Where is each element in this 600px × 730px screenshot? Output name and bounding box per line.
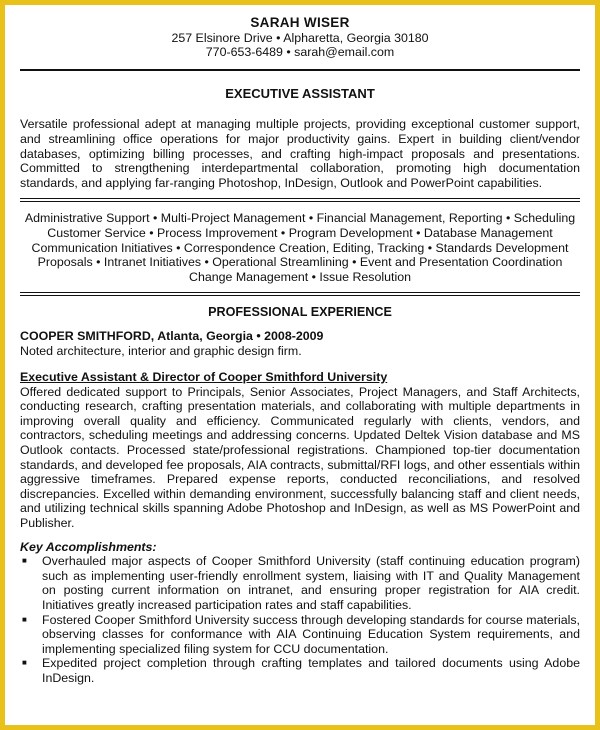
resume-document [20,10,580,686]
square-bullet-icon: ■ [22,614,27,624]
experience-heading: PROFESSIONAL EXPERIENCE [208,305,392,320]
header-divider [20,69,580,71]
list-item [20,613,580,657]
accomplishments-heading: Key Accomplishments: [20,539,157,554]
accomplishment-text: Fostered Cooper Smithford University success through developing standards for course materials, observing classes for conformance with AIA Continuing Education System requirements, and implementing specialized filing system for CCU documentation. [42,612,580,656]
role-title: Executive Assistant & Director of Cooper Smithford University [20,370,388,385]
skills-line: Administrative Support • Multi-Project Management • Financial Management, Reporting • Scheduling [24,211,576,226]
role-description: Offered dedicated support to Principals, Senior Associates, Project Managers, and Staff Architects, conducting research, crafting presentation materials, and collaborating with multiple departments in improving overall quality and efficiency. Communicated regularly with clients, vendors, and contractors, scheduling meetings and addressing concerns. Updated Deltek Vision database and MS Outlook contacts. Processed state/professional registrations. Championed top-tier documentation standards, and developed fee proposals, AIA contracts, submittal/RFI logs, and other essentials within aggressive timeframes. Prepared expense reports, conducted reconciliations, and resolved discrepancies. Excelled within demanding environment, successfully balancing staff and client needs, and utilizing technical skills spanning Adobe Photoshop and InDesign, as well as MS PowerPoint and Publisher. [20,384,580,531]
candidate-name: SARAH WISER [250,15,350,30]
summary-paragraph: Versatile professional adept at managing multiple projects, providing exceptional customer support, and streamlining office operations for major productivity gains. Expert in building client/vendor databases, optimizing billing processes, and crafting high-impact proposals and presentations. Committed to strengthening interdepartmental collaboration, promoting high documentation standards, and applying far-ranging Photoshop, InDesign, Outlook and PowerPoint capabilities. [20,117,580,190]
skills-block [20,211,580,284]
accomplishments-list [20,554,580,685]
accomplishment-text: Expedited project completion through crafting templates and tailored documents using Adobe InDesign. [42,656,580,685]
list-item [20,656,580,685]
square-bullet-icon: ■ [22,658,27,668]
address-line: 257 Elsinore Drive • Alpharetta, Georgia 30180 [171,30,429,45]
job-title: EXECUTIVE ASSISTANT [225,85,375,101]
company-line: COOPER SMITHFORD, Atlanta, Georgia • 2008-2009 [20,328,324,343]
skills-divider [20,292,580,296]
skills-line: Proposals • Intranet Initiatives • Operational Streamlining • Event and Presentation Coordination [37,255,563,270]
square-bullet-icon: ■ [22,556,27,566]
skills-line: Communication Initiatives • Correspondence Creation, Editing, Tracking • Standards Development [31,240,569,255]
list-item [20,554,580,612]
summary-divider [20,198,580,202]
skills-line: Change Management • Issue Resolution [189,269,411,284]
accomplishment-text: Overhauled major aspects of Cooper Smithford University (staff continuing education program) such as implementing user-friendly enrollment system, liaising with IT and Quality Management on posting current information on intranet, and ensuring proper registration for AIA credit. Initiatives greatly increased participation rates and staff capabilities. [42,554,580,612]
company-description: Noted architecture, interior and graphic design firm. [20,343,302,358]
phone-email-line: 770-653-6489 • sarah@email.com [205,45,395,60]
skills-line: Customer Service • Process Improvement • Program Development • Database Management [47,225,553,240]
